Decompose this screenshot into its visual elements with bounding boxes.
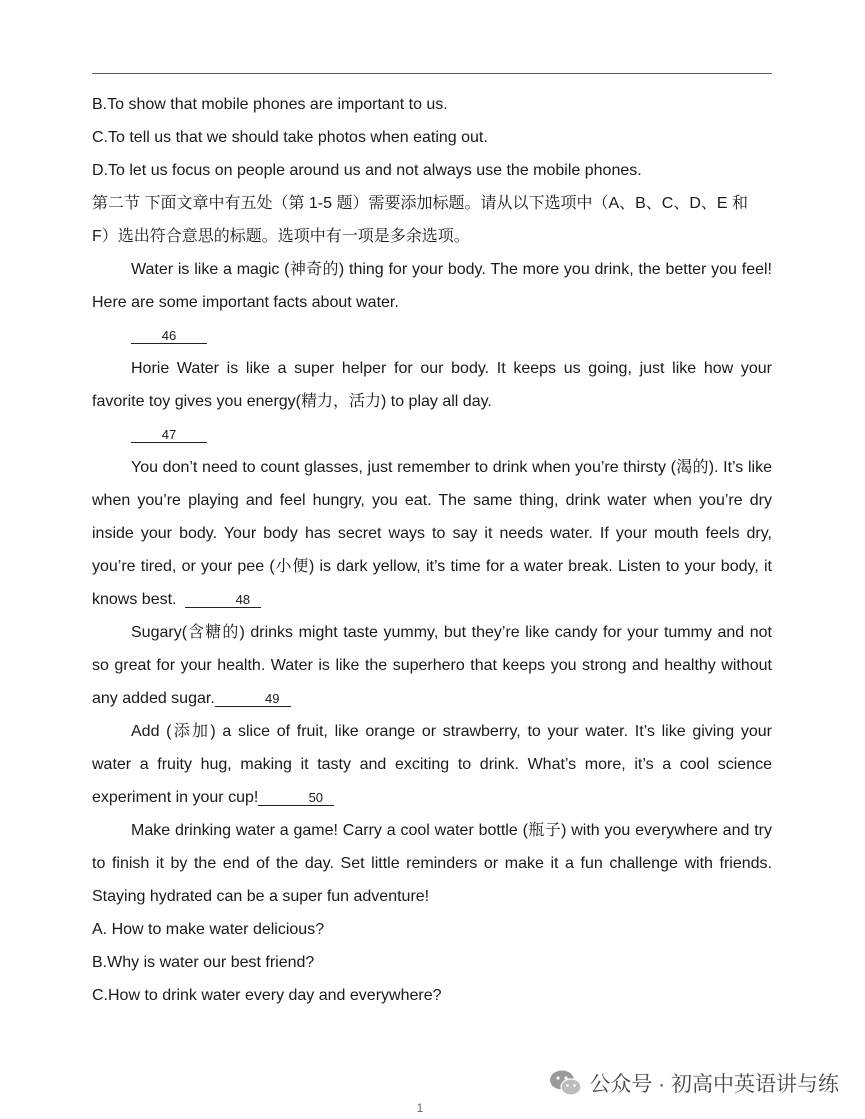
section-instruction-line2: F）选出符合意思的标题。选项中有一项是多余选项。 [92,228,470,245]
paragraph-1: Horie Water is like a super helper for our body. It keeps us going, just like how your favorite toy gives you energy(精力，活力) to play all day. [92,360,772,410]
blank-line-46 [92,319,772,352]
blank-49: 49 [215,691,291,707]
option-c-top: C.To tell us that we should take photos when eating out. [92,129,488,146]
option-b-bottom: B.Why is water our best friend? [92,954,315,971]
option-d-top: D.To let us focus on people around us and not always use the mobile phones. [92,162,642,179]
blank-48: 48 [185,592,261,608]
watermark [549,1068,839,1098]
document-body [92,88,772,1012]
paragraph-4 [92,715,772,814]
paragraph-2-text: You don’t need to count glasses, just remember to drink when you’re thirsty (渴的). It’s like when you’re playing and feel hungry, you eat. The same thing, drink water when you’re dry inside your body. Your body has secret ways to say it needs water. If your mouth feels dry, you’re tired, or your pee (小便) is dark yellow, it’s time for a water break. Listen to your body, it knows best. [92,459,772,608]
section-instruction-line1: 第二节 下面文章中有五处（第 1-5 题）需要添加标题。请从以下选项中（A、B、C、D、E 和 [92,195,749,212]
paragraph-5: Make drinking water a game! Carry a cool water bottle (瓶子) with you everywhere and try to finish it by the end of the day. Set little reminders or make it a fun challenge with friends. Staying hydrated can be a super fun adventure! [92,822,772,905]
intro-paragraph: Water is like a magic (神奇的) thing for your body. The more you drink, the better you feel! Here are some important facts about water. [92,261,772,311]
option-a-bottom: A. How to make water delicious? [92,921,325,938]
option-c-bottom: C.How to drink water every day and everywhere? [92,987,442,1004]
blank-47: 47 [131,427,207,443]
paragraph-3-text: Sugary(含糖的) drinks might taste yummy, but they’re like candy for your tummy and not so great for your health. Water is like the superhero that keeps you strong and healthy without any added sugar. [92,624,772,707]
header-rule [92,73,772,74]
option-b-top: B.To show that mobile phones are important to us. [92,96,448,113]
paragraph-2 [92,451,772,616]
blank-line-47 [92,418,772,451]
wechat-icon [549,1069,583,1097]
blank-46: 46 [131,328,207,344]
paragraph-3 [92,616,772,715]
page-number: 1 [416,1101,424,1115]
watermark-text: 公众号 · 初高中英语讲与练 [589,1073,839,1096]
blank-50: 50 [258,790,334,806]
paragraph-4-text: Add (添加) a slice of fruit, like orange or strawberry, to your water. It’s like giving your water a fruity hug, making it tasty and exciting to drink. What’s more, it’s a cool science experiment in your cup! [92,723,772,806]
